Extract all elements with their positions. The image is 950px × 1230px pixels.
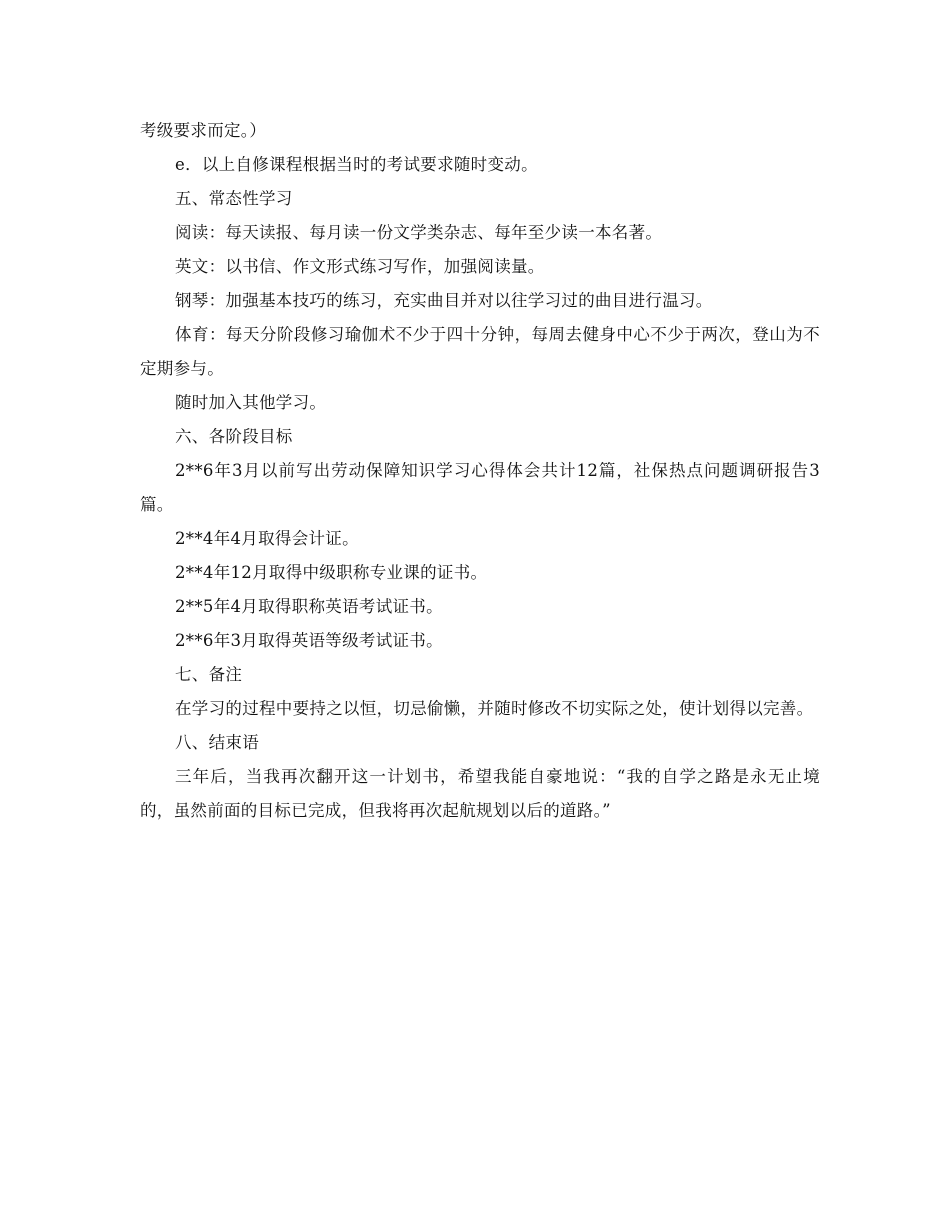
paragraph-goal-3: 2**4年12月取得中级职称专业课的证书。: [175, 563, 488, 582]
paragraph-english: 英文：以书信、作文形式练习写作，加强阅读量。: [175, 257, 545, 276]
paragraph-piano: 钢琴：加强基本技巧的练习，充实曲目并对以往学习过的曲目进行温习。: [175, 291, 713, 310]
section-heading-8: 八、结束语: [175, 733, 259, 752]
paragraph-conclusion: 三年后，当我再次翻开这一计划书，希望我能自豪地说：“我的自学之路是永无止境的，虽然前面的目标已完成，但我将再次起航规划以后的道路。”: [140, 767, 820, 820]
paragraph-remarks: 在学习的过程中要持之以恒，切忌偷懒，并随时修改不切实际之处，使计划得以完善。: [175, 699, 814, 718]
paragraph-sports: 体育：每天分阶段修习瑜伽术不少于四十分钟，每周去健身中心不少于两次，登山为不定期参与。: [140, 325, 820, 378]
paragraph-continuation: 考级要求而定。）: [140, 121, 267, 140]
paragraph-goal-2: 2**4年4月取得会计证。: [175, 529, 359, 548]
paragraph-reading: 阅读：每天读报、每月读一份文学类杂志、每年至少读一本名著。: [175, 223, 663, 242]
paragraph-other-study: 随时加入其他学习。: [175, 393, 327, 412]
paragraph-note-e: e．以上自修课程根据当时的考试要求随时变动。: [175, 155, 538, 174]
section-heading-7: 七、备注: [175, 665, 243, 684]
document-body: [140, 114, 820, 828]
section-heading-5: 五、常态性学习: [175, 189, 293, 208]
paragraph-goal-5: 2**6年3月取得英语等级考试证书。: [175, 631, 443, 650]
paragraph-goal-1: 2**6年3月以前写出劳动保障知识学习心得体会共计12篇，社保热点问题调研报告3篇。: [140, 461, 820, 514]
paragraph-goal-4: 2**5年4月取得职称英语考试证书。: [175, 597, 443, 616]
section-heading-6: 六、各阶段目标: [175, 427, 293, 446]
